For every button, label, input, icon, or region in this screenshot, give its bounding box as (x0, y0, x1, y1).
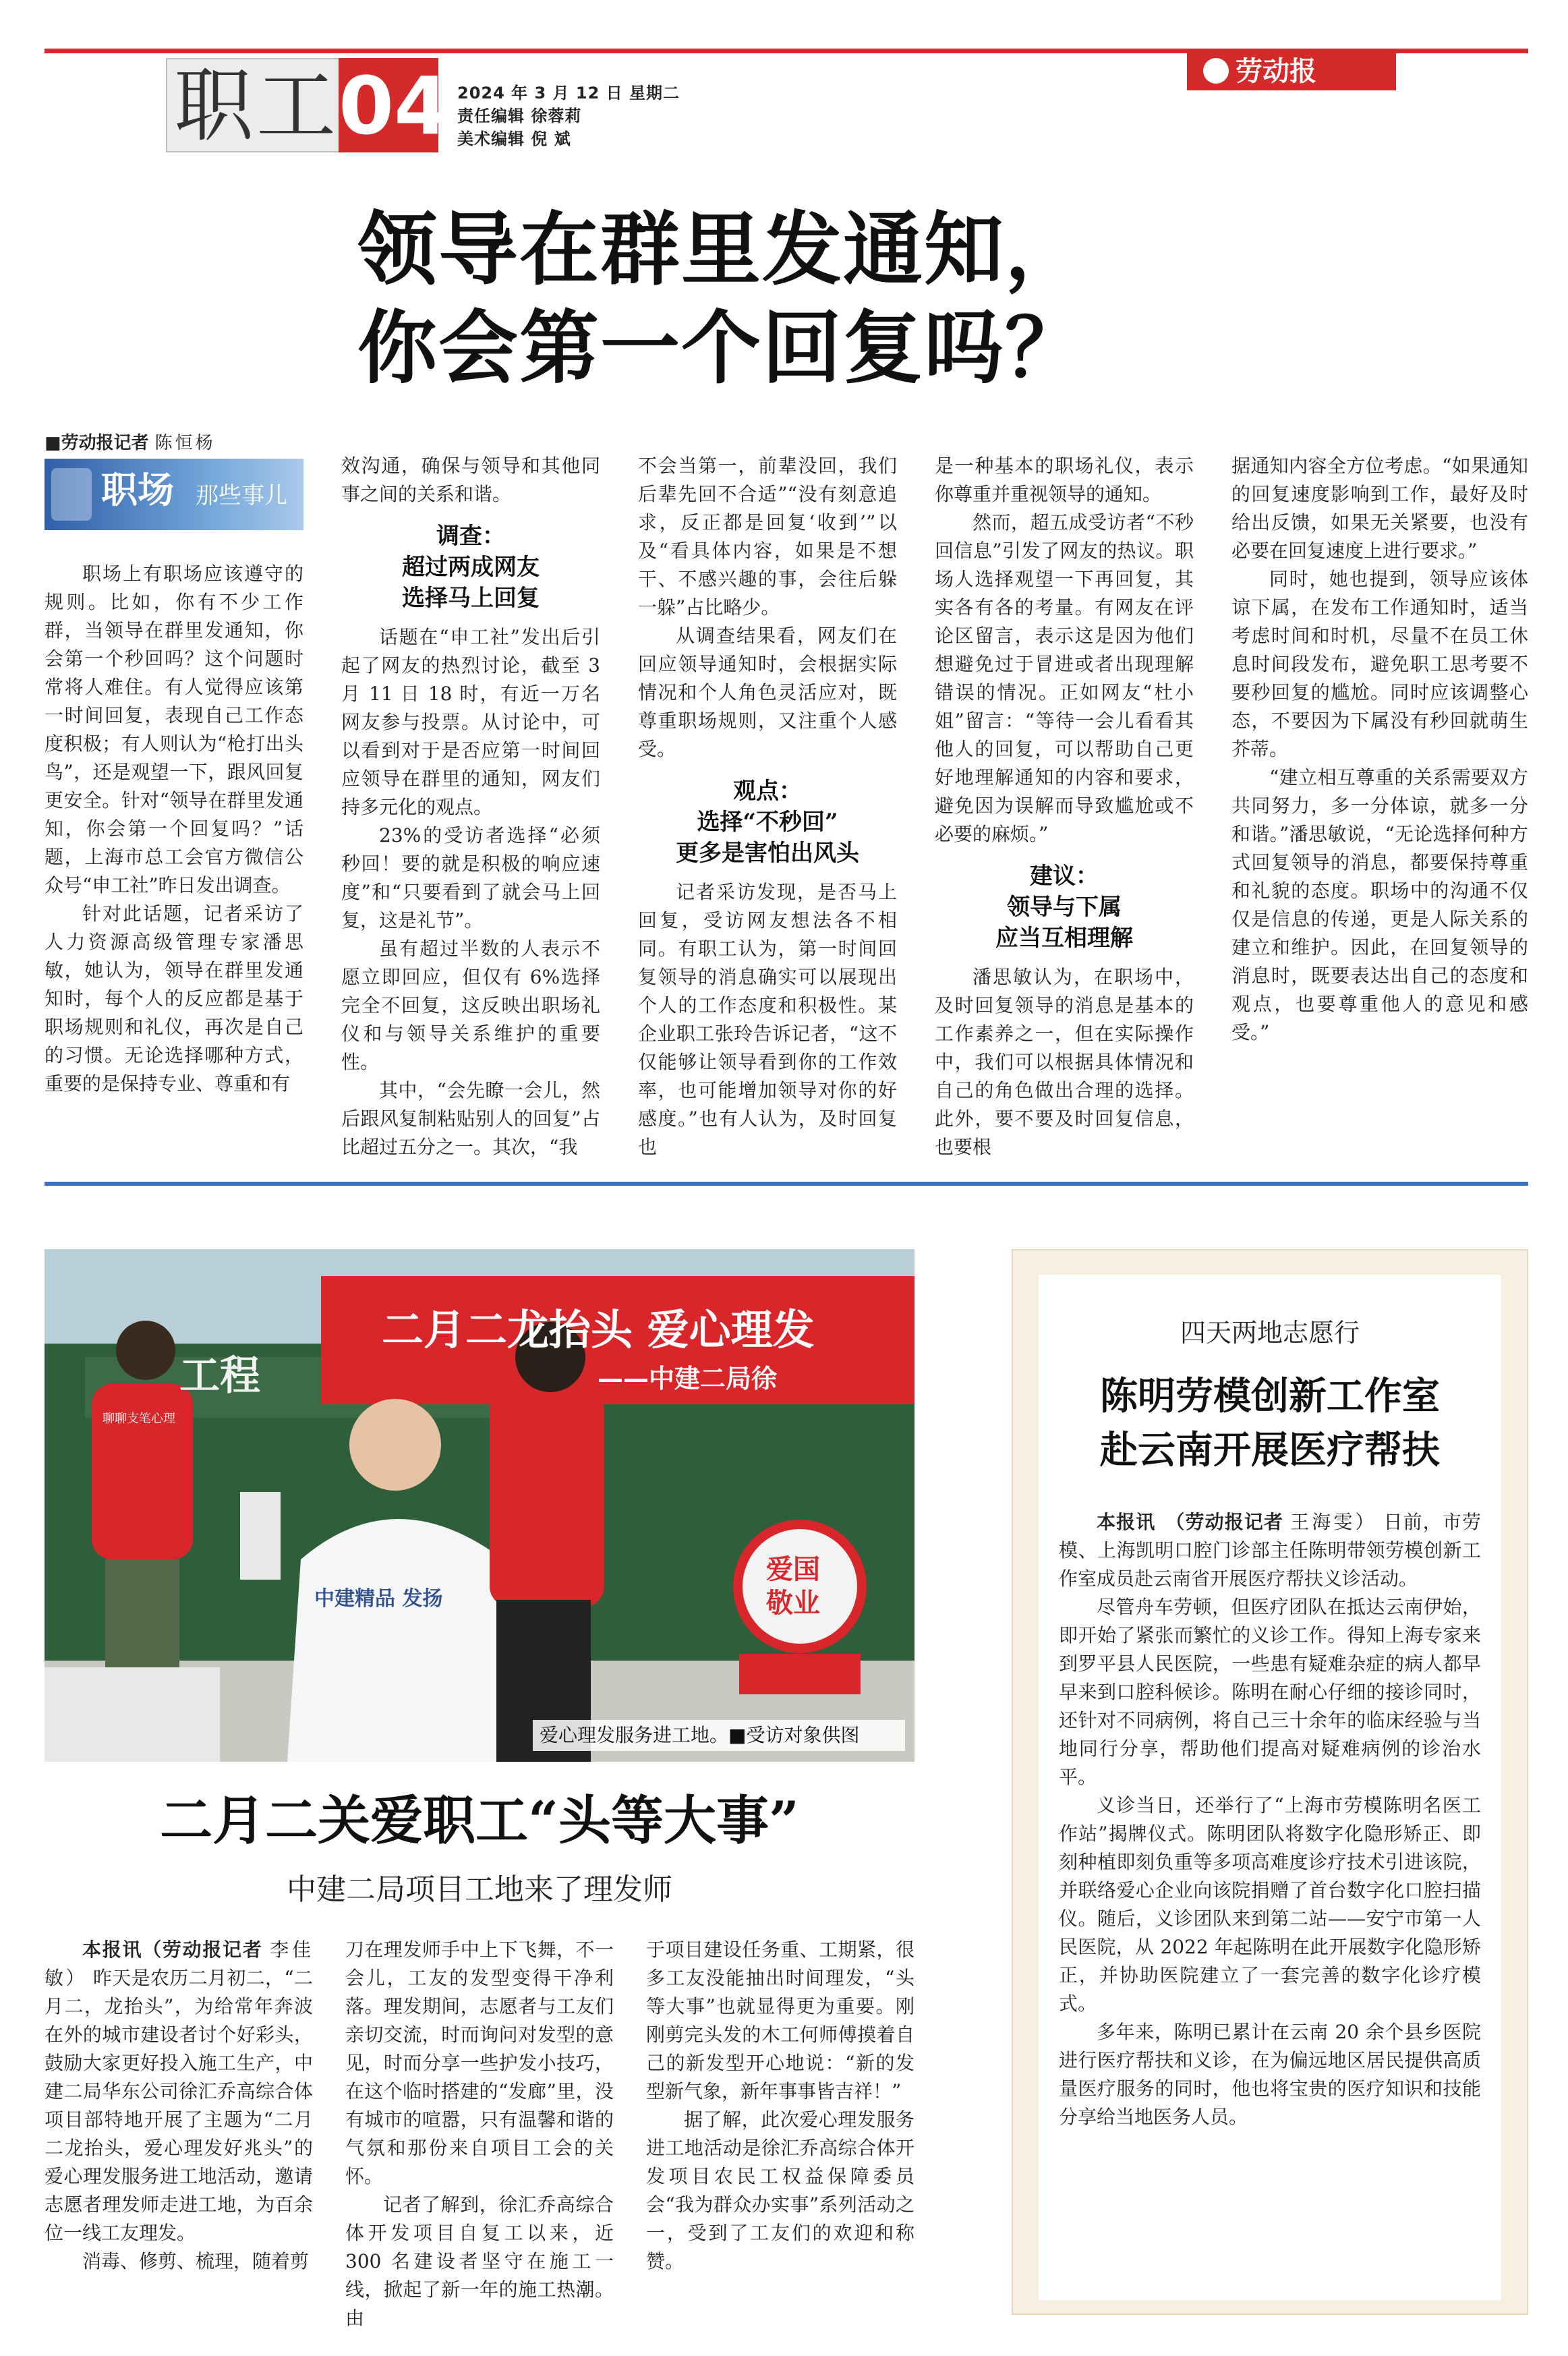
paragraph: 记者采访发现，是否马上回复，受访网友想法各不相同。有职工认为，第一时间回复领导的消息确实可以展现出个人的工作态度和积极性。某企业职工张玲告诉记者，“这不仅能够让领导看到你的工作效率，也可能增加领导对你的好感度。”也有人认为，及时回复也 (638, 881, 897, 1158)
lead-column-1 (45, 560, 303, 1098)
reporter-name: 王海雯） (1290, 1511, 1377, 1533)
lead-column-5 (1231, 452, 1528, 1047)
subheading-advice: 建议： 领导与下属 应当互相理解 (995, 863, 1133, 952)
section-divider (45, 1182, 1528, 1186)
paragraph: 消毒、修剪、梳理，随着剪 (82, 2250, 310, 2272)
lead-byline (45, 429, 216, 454)
paragraph: 23%的受访者选择“必须秒回！要的就是积极的响应速度”和“只要看到了就会马上回复，这是礼节”。 (341, 824, 600, 931)
paragraph: 其中，“会先瞭一会儿，然后跟风复制粘贴别人的回复”占比超过五分之一。其次，“我 (341, 1079, 600, 1158)
news-photo (45, 1249, 914, 1762)
paragraph: 尽管舟车劳顿，但医疗团队在抵达云南伊始，即开始了紧张而繁忙的义诊工作。得知上海专家来到罗平县人民医院，一些患有疑难杂症的病人都早早来到口腔科候诊。陈明在耐心仔细的接诊同时，还针对不同病例，将自己三十余年的临床经验与当地同行分享，帮助他们提高对疑难病例的诊治水平。 (1059, 1596, 1481, 1788)
page-number: 04 (339, 59, 450, 152)
photo-banner-org: ——中建二局徐 (598, 1364, 778, 1394)
photo-badge-line-2: 敬业 (766, 1588, 820, 1619)
photo-fence-text: 工程 (179, 1352, 260, 1400)
photo-caption: 爱心理发服务进工地。■受访对象供图 (540, 1724, 860, 1746)
column-banner-sub: 那些事儿 (196, 482, 287, 509)
paragraph: 是一种基本的职场礼仪，表示你尊重并重视领导的通知。 (935, 455, 1194, 505)
sidebar-kicker: 四天两地志愿行 (1180, 1318, 1360, 1348)
paragraph: 针对此话题，记者采访了人力资源高级管理专家潘思敏，她认为，领导在群里发通知时，每个人的反应都是基于职场规则和礼仪，再次是自己的习惯。无论选择哪种方式，重要的是保持专业、尊重和有 (45, 902, 303, 1095)
responsible-editor: 责任编辑 徐蓉莉 (457, 107, 582, 125)
article-2-title: 二月二关爱职工“头等大事” (160, 1790, 799, 1851)
paragraph: 刀在理发师手中上下飞舞，不一会儿，工友的发型变得干净利落。理发期间，志愿者与工友们亲切交流，时而询问对发型的意见，时而分享一些护发小技巧，在这个临时搭建的“发廊”里，没有城市的喧嚣，只有温馨和谐的气氛和那份来自项目工会的关怀。 (345, 1938, 614, 2187)
sidebar-title-line-2: 赴云南开展医疗帮扶 (1100, 1428, 1440, 1472)
banner-figure-icon (51, 468, 92, 521)
paragraph: 据了解，此次爱心理发服务进工地活动是徐汇乔高综合体开发项目农民工权益保障委员会“我为群众办实事”系列活动之一，受到了工友们的欢迎和称赞。 (646, 2108, 914, 2272)
paragraph: 潘思敏认为，在职场中，及时回复领导的消息是基本的工作素养之一，但在实际操作中，我们可以根据具体情况和自己的角色做出合理的选择。此外，要不要及时回复信息，也要根 (935, 966, 1194, 1158)
article-2-column-1 (45, 1936, 313, 2276)
photo-banner-text: 二月二龙抬头 爱心理发 (382, 1305, 815, 1354)
column-banner-main: 职场 (101, 469, 174, 511)
paragraph: 据通知内容全方位考虑。“如果通知的回复速度影响到工作，最好及时给出反馈，如果无关紧要，也没有必要在回复速度上进行要求。” (1231, 455, 1528, 562)
paragraph: 于项目建设任务重、工期紧，很多工友没能抽出时间理发，“头等大事”也就显得更为重要。刚刚剪完头发的木工何师傅摸着自己的新发型开心地说：“新的发型新气象，新年事事皆吉祥！” (646, 1938, 914, 2102)
logo-mark-icon (1203, 58, 1229, 84)
lead-column-3 (638, 452, 897, 1161)
issue-date: 2024 年 3 月 12 日 星期二 (457, 84, 680, 103)
paragraph: 日前，市劳模、上海凯明口腔门诊部主任陈明带领劳模创新工作室成员赴云南省开展医疗帮扶义诊活动。 (1059, 1511, 1481, 1590)
paragraph: 话题在“申工社”发出后引起了网友的热烈讨论，截至 3 月 11 日 18 时，有近一万名网友参与投票。从讨论中，可以看到对于是否应第一时间回应领导在群里的通知，网友们持多元化的观点。 (341, 626, 600, 818)
paragraph: 多年来，陈明已累计在云南 20 余个县乡医院进行医疗帮扶和义诊，在为偏远地区居民提供高质量医疗服务的同时，他也将宝贵的医疗知识和技能分享给当地医务人员。 (1059, 2021, 1481, 2128)
photo-badge-line-1: 爱国 (766, 1554, 820, 1585)
paragraph: 虽有超过半数的人表示不愿立即回应，但仅有 6%选择完全不回复，这反映出职场礼仪和与领导关系维护的重要性。 (341, 938, 600, 1073)
article-2-column-3 (646, 1936, 914, 2276)
article-2-subtitle: 中建二局项目工地来了理发师 (287, 1872, 672, 1907)
sidebar-title-line-1: 陈明劳模创新工作室 (1100, 1374, 1440, 1418)
paragraph: 昨天是农历二月初二，“二月二，龙抬头”，为给常年奔波在外的城市建设者讨个好彩头，鼓励大家更好投入施工生产，中建二局华东公司徐汇乔高综合体项目部特地开展了主题为“二月二龙抬头，爱心理发好兆头”的爱心理发服务进工地活动，邀请志愿者理发师走进工地，为百余位一线工友理发。 (45, 1967, 313, 2244)
headline-line-2: 你会第一个回复吗？ (357, 301, 1086, 395)
reporter-name: 李佳敏） (45, 1938, 313, 1989)
paragraph: 不会当第一，前辈没回，我们后辈先回不合适”“没有刻意追求，反正都是回复‘收到’”以及“看具体内容，如果是不想干、不感兴趣的事，会往后躲一躲”占比略少。 (638, 455, 897, 619)
reporter-label: 本报讯（劳动报记者 (82, 1938, 263, 1961)
sidebar-body (1059, 1508, 1481, 2131)
lead-column-2 (341, 452, 600, 1161)
photo-vest-text: 聊聊支笔心理 (103, 1412, 175, 1426)
paragraph: 义诊当日，还举行了“上海市劳模陈明名医工作站”揭牌仪式。陈明团队将数字化隐形矫正、即刻种植即刻负重等多项高难度诊疗技术引进该院，并联络爱心企业向该院捐赠了首台数字化口腔扫描仪。随后，义诊团队来到第二站——安宁市第一人民医院，从 2022 年起陈明在此开展数字化隐形矫正，并协助医院建立了一套完善的数字化诊疗模式。 (1059, 1794, 1481, 2015)
paragraph: 职场上有职场应该遵守的规则。比如，你有不少工作群，当领导在群里发通知，你会第一个秒回吗？这个问题时常将人难住。有人觉得应该第一时间回复，表现自己工作态度积极；有人则认为“枪打出头鸟”，还是观望一下，跟风回复更安全。针对“领导在群里发通知，你会第一个回复吗？”话题，上海市总工会官方微信公众号“申工社”昨日发出调查。 (45, 563, 303, 896)
reporter-label: 本报讯 （劳动报记者 (1097, 1511, 1284, 1533)
byline-name: 陈恒杨 (154, 433, 216, 453)
paragraph: 同时，她也提到，领导应该体谅下属，在发布工作通知时，适当考虑时间和时机，尽量不在员工休息时间段发布，避免职工思考要不要秒回复的尴尬。同时应该调整心态，不要因为下属没有秒回就萌生芥蒂。 (1231, 568, 1528, 760)
paragraph: 从调查结果看，网友们在回应领导通知时，会根据实际情况和个人角色灵活应对，既尊重职场规则，又注重个人感受。 (638, 625, 897, 760)
subheading-viewpoint: 观点： 选择“不秒回” 更多是害怕出风头 (676, 778, 859, 867)
paragraph: 记者了解到，徐汇乔高综合体开发项目自复工以来，近 300 名建设者坚守在施工一线，掀起了新一年的施工热潮。由 (345, 2193, 614, 2329)
article-2-column-2 (345, 1936, 614, 2332)
subheading-survey: 调查： 超过两成网友 选择马上回复 (402, 523, 540, 612)
section-label: 职工 (174, 59, 339, 152)
photo-cape-text: 中建精品 发扬 (314, 1587, 443, 1611)
lead-column-4 (935, 452, 1194, 1161)
headline-line-1: 领导在群里发通知， (357, 202, 1086, 296)
paragraph: 效沟通，确保与领导和其他同事之间的关系和谐。 (341, 455, 600, 505)
paragraph: 然而，超五成受访者“不秒回信息”引发了网友的热议。职场人选择观望一下再回复，其实各有各的考量。有网友在评论区留言，表示这是因为他们想避免过于冒进或者出现理解错误的情况。正如网友“杜小姐”留言：“等待一会儿看看其他人的回复，可以帮助自己更好地理解通知的内容和要求，避免因为误解而导致尴尬或不必要的麻烦。” (935, 511, 1194, 845)
paragraph: “建立相互尊重的关系需要双方共同努力，多一分体谅，就多一分和谐。”潘思敏说，“无论选择何种方式回复领导的消息，都要保持尊重和礼貌的态度。职场中的沟通不仅仅是信息的传递，更是人际关系的建立和维护。因此，在回复领导的消息时，既要表达出自己的态度和观点，也要尊重他人的意见和感受。” (1231, 766, 1528, 1043)
art-editor: 美术编辑 倪 斌 (457, 130, 571, 148)
logo-text: 劳动报 (1236, 55, 1316, 87)
byline-label: ■劳动报记者 (45, 433, 149, 453)
